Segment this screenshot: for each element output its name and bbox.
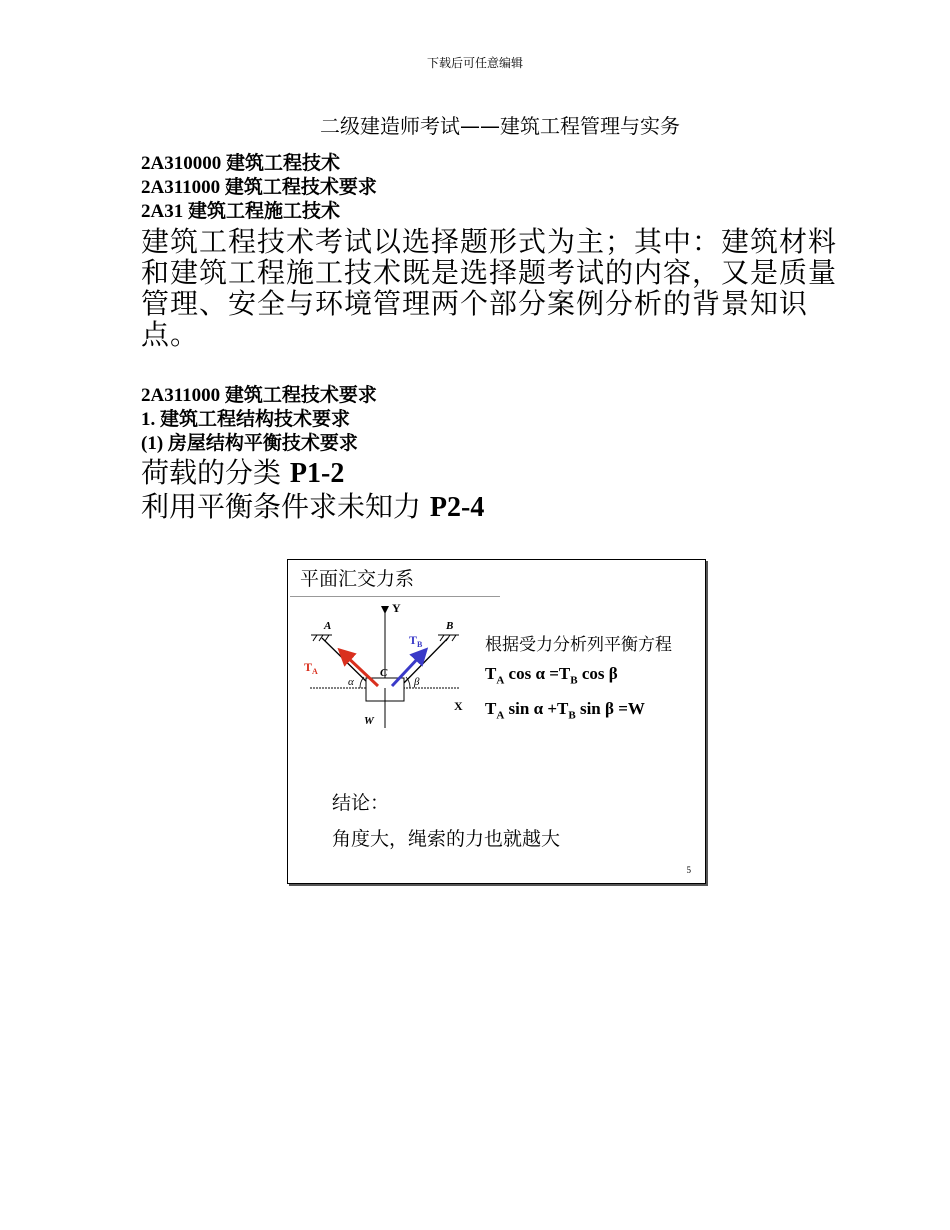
subsection-line-2: 1. 建筑工程结构技术要求	[141, 409, 351, 430]
topic2-text: 利用平衡条件求未知力	[141, 490, 422, 523]
slide-figure	[287, 559, 706, 884]
topic1-text: 荷载的分类	[141, 456, 282, 489]
equation-heading: 根据受力分析列平衡方程	[485, 635, 672, 655]
section-line-2: 2A311000 建筑工程技术要求	[141, 177, 377, 198]
conclusion-text: 角度大，绳索的力也就越大	[332, 828, 561, 850]
equation-2: $T_A$ $\sin \alpha +T_B$ sin β =W	[485, 699, 645, 722]
label-c: C	[380, 667, 388, 679]
slide-divider	[290, 596, 500, 597]
label-tb: $T_B$	[409, 633, 423, 649]
label-ta: $T_A$	[304, 660, 318, 676]
page-title: 二级建造师考试——建筑工程管理与实务	[320, 114, 680, 138]
topic1-page: P1-2	[289, 458, 345, 489]
conclusion-label: 结论：	[332, 792, 390, 814]
rope-b	[400, 638, 448, 687]
rope-a	[322, 638, 372, 687]
label-x: X	[454, 699, 463, 713]
subsection-line-3: (1) 房屋结构平衡技术要求	[141, 433, 358, 454]
header-note: 下载后可任意编辑	[426, 56, 523, 70]
label-a: A	[324, 620, 332, 632]
label-b: B	[446, 620, 454, 632]
topic-equilibrium	[141, 490, 484, 525]
section-line-1: 2A310000 建筑工程技术	[141, 153, 340, 174]
slide-page-number: 5	[686, 865, 691, 875]
subsection-line-1: 2A311000 建筑工程技术要求	[141, 385, 377, 406]
support-a-hatch	[311, 635, 332, 641]
slide-title: 平面汇交力系	[300, 568, 415, 590]
label-beta: β	[414, 676, 420, 688]
topic-load-classification	[141, 456, 344, 491]
equation-1: $T_A$ $\cos \alpha =T_B$ cos β	[485, 664, 618, 687]
intro-paragraph: 建筑工程技术考试以选择题形式为主；其中：建筑材料和建筑工程施工技术既是选择题考试的内容，又是质量管理、安全与环境管理两个部分案例分析的背景知识点。	[141, 225, 838, 351]
label-y: Y	[392, 601, 401, 615]
support-b-hatch	[438, 635, 459, 641]
label-w: W	[364, 715, 374, 727]
label-alpha: α	[348, 676, 354, 688]
section-line-3: 2A31 建筑工程施工技术	[141, 201, 340, 222]
topic2-page: P2-4	[429, 492, 485, 523]
force-diagram	[288, 598, 488, 748]
